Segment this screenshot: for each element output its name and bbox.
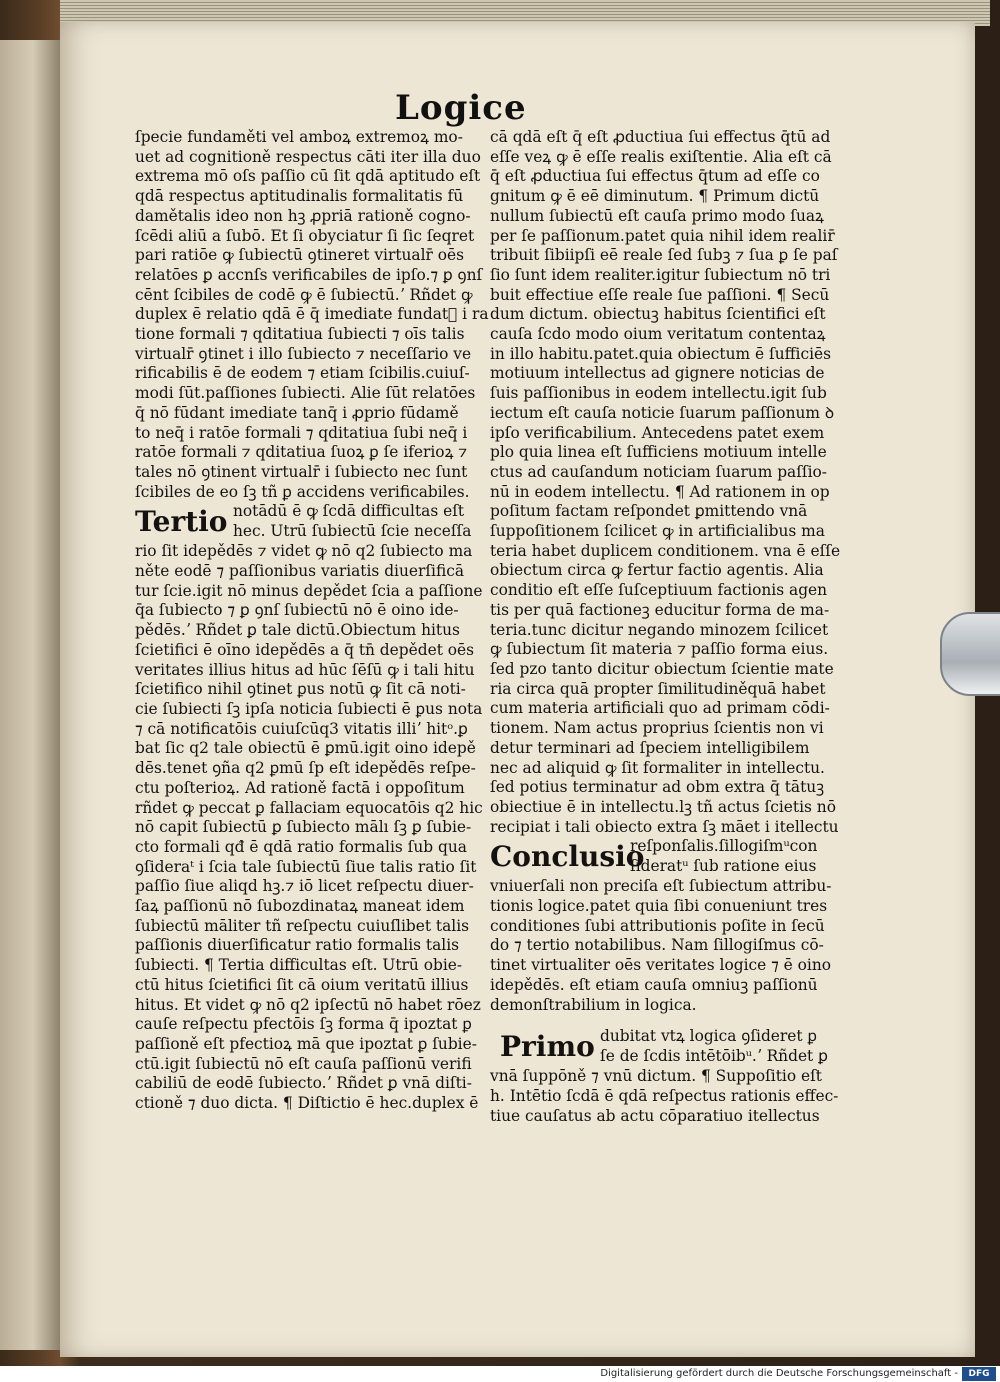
text-line: bat ſic q2 tale obiectū ē ꝑmū.igit oino idepě: [135, 739, 476, 758]
text-line: ſio ſunt idem realiter.igitur ſubiectum nō tri: [490, 265, 831, 284]
text-line: ſcēdi aliū a ſubō. Et ſi obyciatur ſi ſic ſeqret: [135, 226, 475, 245]
text-line: per ſe paſſionum.patet quia nihil idem realir̄: [490, 226, 835, 245]
text-line: poſitum factam reſpondet ꝑmittendo vnā: [490, 502, 808, 521]
text-line: recipiat i tali obiecto extra ſꝫ māet i itellectu: [490, 817, 839, 836]
text-line: cum materia artificiali quo ad primam cōdi-: [490, 699, 830, 718]
text-line: do ⁊ tertio notabilibus. Nam ſillogiſmus cō-: [490, 936, 824, 955]
page-clip: [940, 612, 1000, 696]
text-line: iectum eſt cauſa noticie ſuarum paſſionum ꝺ: [490, 403, 835, 422]
text-line: ⁊ cā notificatōis cuiuſcūq3 vitatis illiʼ hitᵒ.ꝑ: [135, 719, 468, 738]
text-line: duplex ē relatio qdā ē q̄ imediate fundatᷓ i ra: [135, 305, 489, 324]
text-line: hitus. Et videt ꝙ nō q2 ipſectū nō habet rōez: [135, 995, 481, 1014]
tertio-block: [135, 502, 475, 542]
text-line: ſcietifico nihil ꝯtinet ꝑus notū ꝙ ſit cā noti-: [135, 680, 466, 699]
text-line: in illo habitu.patet.quia obiectum ē ſufficiēs: [490, 344, 832, 363]
dfg-logo: DFG: [962, 1367, 996, 1381]
text-line: ſuppoſitionem ſcilicet ꝙ in artificialibus ma: [490, 522, 825, 541]
text-line: ſed pzo tanto dicitur obiectum ſcientie mate: [490, 659, 834, 678]
text-line: modi ſūt.paſſiones ſubiecti. Alie ſūt relatōes: [135, 384, 476, 403]
text-line: notādū ē ꝙ ſcdā difficultas eſt: [233, 502, 465, 521]
text-line: buit effectiue eſſe reale ſue paſſioni. ¶ Secū: [490, 285, 830, 304]
right-column: [490, 128, 841, 1126]
text-line: paſſio ſiue aliqd hꝫ.⁊ iō licet reſpectu diuer-: [135, 877, 474, 896]
text-line: q̄a ſubiecto ⁊ ꝑ ꝯnſ ſubiectū nō ē oino ide-: [135, 601, 459, 620]
text-line: q̄ eſt ꝓductiua ſui effectus q̄tum ad eſſe co: [490, 167, 820, 186]
text-line: vniuerſali non preciſa eſt ſubiectum attribu-: [490, 877, 832, 896]
text-line: ctioně ⁊ duo dicta. ¶ Diſtictio ē hec.duplex ē: [135, 1094, 479, 1113]
text-line: cauſa ſcdo modo oium veritatum contentaꝝ: [490, 325, 826, 344]
text-line: ſubiectū māliter tñ reſpectu cuiuſlibet talis: [135, 916, 470, 935]
text-line: nec ad aliquid ꝙ ſit formaliter in intellectu.: [490, 758, 825, 777]
text-line: tinet virtualiter oēs veritates logice ⁊ ē oino: [490, 956, 832, 975]
text-line: pari ratiōe ꝙ ſubiectū ꝯtineret virtualr̄ oēs: [135, 246, 465, 265]
left-page-edge: [0, 40, 60, 1350]
text-line: nō capit ſubiectū ꝑ ſubiecto mālı ſꝫ ꝑ ſubie-: [135, 818, 472, 837]
right-column-text-a: [490, 128, 841, 837]
text-line: paſſionis diuerſificatur ratio formalis talis: [135, 936, 460, 955]
text-line: extrema mō oſs paſſio cū ſit qdā aptitudo eſt: [135, 167, 481, 186]
text-line: virtualr̄ ꝯtinet i illo ſubiecto ⁊ neceſſario ve: [135, 344, 472, 363]
conclusio-block: [490, 837, 830, 877]
text-line: tur ſcie.igit nō minus depědet ſcia a paſſione: [135, 581, 483, 600]
text-line: cie ſubiecti ſꝫ ipſa noticia ſubiecti ē ꝑus nota: [135, 699, 483, 718]
text-line: ipſo verificabilium. Antecedens patet exem: [490, 423, 825, 442]
text-line: plo quia linea eſt ſufficiens motiuum intelle: [490, 443, 827, 462]
text-line: ctu poſterioꝝ. Ad rationě factā i oppoſitum: [135, 778, 465, 797]
text-line: tales nō ꝯtinent virtualr̄ i ſubiecto nec ſunt: [135, 462, 468, 481]
text-line: cēnt ſcibiles de codē ꝙ ē ſubiectū.ʼ Rñdet ꝙ: [135, 285, 473, 304]
primo-lines: [600, 1027, 828, 1066]
text-line: ſubiecti. ¶ Tertia difficultas eſt. Utrū obie-: [135, 956, 463, 975]
tertio-initial: Tertio: [135, 505, 228, 539]
text-line: qdā respectus aptitudinalis formalitatis fū: [135, 187, 464, 206]
text-line: rñdet ꝙ peccat ꝑ fallaciam equocatōis q2 hic: [135, 798, 483, 817]
text-line: cto formali qđ ē qdā ratio formalis ſub qua: [135, 837, 467, 856]
text-line: conditiones ſubi attributionis poſite in ſecū: [490, 916, 825, 935]
text-line: reſponſalis.ſillogiſmᵘcon: [630, 837, 818, 856]
text-line: tribuit ſibiipſi eē reale ſed ſubꝫ ⁊ ſua ꝑ ſe paſ: [490, 246, 838, 265]
text-line: ſuis paſſionibus in eodem intellectu.igit ſub: [490, 384, 827, 403]
text-line: hec. Utrū ſubiectū ſcie neceſſa: [233, 522, 472, 541]
text-line: ꝯſideraᵗ i ſcia tale ſubiectū ſiue talis ratio ſit: [135, 857, 477, 876]
text-line: conditio eſt eſſe ſuſceptiuum factionis agen: [490, 581, 828, 600]
text-line: pědēs.ʼ Rñdet ꝑ tale dictū.Obiectum hitus: [135, 621, 460, 640]
tertio-lines: [233, 502, 471, 541]
text-line: rio ſit idepědēs ⁊ videt ꝙ nō q2 ſubiecto ma: [135, 542, 473, 561]
text-line: vnā ſuppōně ⁊ vnū dictum. ¶ Suppoſitio eſt: [490, 1067, 822, 1086]
text-line: ctū.igit ſubiectū nō eſt cauſa paſſionū verifi: [135, 1054, 472, 1073]
text-line: motiuum intellectus ad gignere noticias de: [490, 364, 825, 383]
text-line: idepědēs. eſt etiam cauſa omniuꝫ paſſionū: [490, 975, 818, 994]
text-line: q̄ nō fūdant imediate tanq̄ i ꝓprio fūdamě: [135, 403, 459, 422]
text-line: ctus ad cauſandum noticiam ſuarum paſſio-: [490, 462, 828, 481]
text-line: dum dictum. obiectuꝫ habitus ſcientifici eſt: [490, 305, 826, 324]
left-column-text-b: [135, 542, 483, 1113]
text-line: h. Intētio ſcdā ē qdā reſpectus rationis effec-: [490, 1086, 839, 1105]
text-line: tionis logice.patet quia ſibi conueniunt tres: [490, 897, 828, 916]
text-line: to neq̄ i ratōe formali ⁊ qditatiua ſubi neq̄ i: [135, 423, 468, 442]
text-line: damětalis ideo non hꝫ ꝓpriā rationě cogno-: [135, 206, 471, 225]
text-line: veritates illius hitus ad hūc ſēſū ꝙ i tali hitu: [135, 660, 475, 679]
text-line: obiectiue ē in intellectu.lꝫ tñ actus ſcietis nō: [490, 797, 836, 816]
left-column: [135, 128, 489, 1114]
text-line: nū in eodem intellectu. ¶ Ad rationem in op: [490, 482, 830, 501]
text-line: nullum ſubiectū eſt cauſa primo modo ſuaꝝ: [490, 206, 824, 225]
text-line: tione formali ⁊ qditatiua ſubiecti ⁊ oīs talis: [135, 325, 465, 344]
text-line: detur terminari ad ſpeciem intelligibilem: [490, 738, 810, 757]
text-line: cā qdā eſt q̄ eſt ꝓductiua ſui effectus q̄tū ad: [490, 128, 831, 146]
text-line: ſed potius terminatur ad obm extra q̄ tātuꝫ: [490, 778, 825, 797]
text-line: obiectum circa ꝙ fertur factio agentis. Alia: [490, 561, 824, 580]
text-line: ſaꝝ paſſionū nō ſubozdinataꝝ maneat idem: [135, 897, 465, 916]
text-line: ratōe formali ⁊ qditatiua ſuoꝝ ꝑ ſe iferioꝝ ⁊: [135, 443, 468, 462]
conclusio-initial: Conclusio: [490, 840, 645, 874]
right-column-text-b: [490, 877, 830, 1015]
text-line: ctū hitus ſcietifici ſit cā oium veritatū illius: [135, 975, 469, 994]
running-head: Logice: [395, 88, 527, 128]
left-column-text-a: [135, 128, 489, 502]
footer-credit: Digitalisierung gefördert durch die Deutsche Forschungsgemeinschaft -: [600, 1368, 958, 1379]
text-line: dēs.tenet ꝯña q2 ꝑmū ſp eſt idepědēs reſpe-: [135, 759, 476, 778]
text-line: rificabilis ē de eodem ⁊ etiam ſcibilis.cuiuſ-: [135, 364, 470, 383]
text-line: ſpecie fundaměti vel amboꝝ extremoꝝ mo-: [135, 128, 463, 146]
primo-block: [490, 1027, 830, 1067]
text-line: relatōes ꝑ accnſs verificabiles de ipſo.⁊ ꝑ ꝯnſ: [135, 265, 483, 284]
text-line: ſcibiles de eo ſꝫ tñ ꝑ accidens verificabiles.: [135, 482, 470, 501]
text-line: eſſe veꝝ ꝙ ē eſſe realis exiſtentie. Alia eſt cā: [490, 147, 832, 166]
text-line: tis per quā factioneꝫ educitur forma de ma-: [490, 600, 830, 619]
right-column-text-c: [490, 1067, 839, 1126]
text-line: paſſioně eſt pfectioꝝ mā que ipoztat ꝑ ſubie-: [135, 1034, 477, 1053]
text-line: tiue cauſatus ab actu cōparatiuo itellectus: [490, 1106, 820, 1125]
text-line: teria.tunc dicitur negando minozem ſcilicet: [490, 620, 829, 639]
text-line: ria circa quā propter ſimilitudiněquā habet: [490, 679, 826, 698]
text-line: tionem. Nam actus proprius ſcientis non vi: [490, 719, 824, 738]
text-line: ſe de ſcdis intētōibᵘ.ʼ Rñdet ꝑ: [600, 1046, 828, 1065]
text-line: dubitat vtꝝ logica ꝯſideret ꝑ: [600, 1027, 817, 1046]
text-line: ſideratᵘ ſub ratione eius: [630, 857, 817, 876]
text-line: cabiliū de eodē ſubiecto.ʼ Rñdet ꝑ vnā diſti-: [135, 1074, 472, 1093]
text-line: uet ad cognitioně respectus cāti iter illa duo: [135, 147, 481, 166]
conclusio-lines: [630, 837, 817, 876]
text-line: gnitum ꝙ ē eē diminutum. ¶ Primum dictū: [490, 187, 820, 206]
text-line: něte eodē ⁊ paſſionibus variatis diuerſificā: [135, 562, 465, 581]
text-line: demonſtrabilium in logica.: [490, 995, 697, 1014]
text-line: ſcietifici ē oīno idepědēs a q̄ tn̄ depědet oēs: [135, 640, 475, 659]
text-line: teria habet duplicem conditionem. vna ē eſſe: [490, 541, 841, 560]
text-line: ꝙ ſubiectum ſit materia ⁊ paſſio forma eius.: [490, 640, 829, 659]
primo-initial: Primo: [500, 1030, 595, 1064]
text-line: cauſe reſpectu pfectōis ſꝫ forma q̄ ipoztat ꝑ: [135, 1015, 472, 1034]
